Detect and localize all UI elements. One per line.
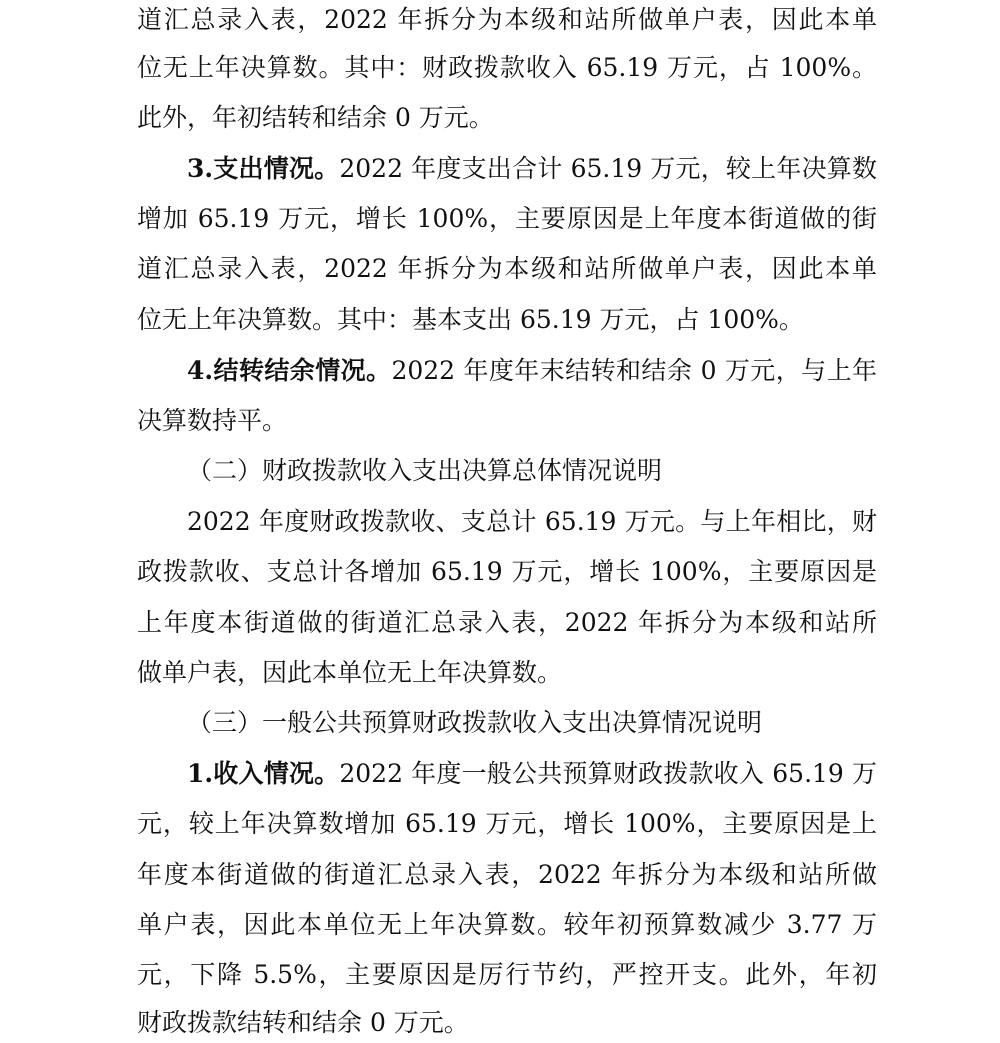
text-line: 道汇总录入表，2022 年拆分为本级和站所做单户表，因此本单 xyxy=(137,254,877,283)
text-line: 此外，年初结转和结余 0 万元。 xyxy=(137,103,494,132)
text-line: 决算数持平。 xyxy=(137,406,288,435)
heading-carryover: 4.结转结余情况。 xyxy=(187,356,392,385)
section-heading-3: （三）一般公共预算财政拨款收入支出决算情况说明 xyxy=(187,708,763,737)
text-span: 2022 年度支出合计 65.19 万元，较上年决算数 xyxy=(339,154,877,183)
text-line: 道汇总录入表，2022 年拆分为本级和站所做单户表，因此本单 xyxy=(137,5,877,34)
text-line: 做单户表，因此本单位无上年决算数。 xyxy=(137,658,563,687)
text-line: 年度本街道做的街道汇总录入表，2022 年拆分为本级和站所做 xyxy=(137,860,877,889)
text-line: 单户表，因此本单位无上年决算数。较年初预算数减少 3.77 万 xyxy=(137,910,877,939)
text-line: 位无上年决算数。其中：基本支出 65.19 万元，占 100%。 xyxy=(137,305,804,334)
paragraph-expenditure-first-line xyxy=(187,149,877,189)
text-span: 2022 年度年末结转和结余 0 万元，与上年 xyxy=(391,356,877,385)
paragraph-income-first-line xyxy=(187,754,877,794)
text-line: 元，下降 5.5%，主要原因是厉行节约，严控开支。此外，年初 xyxy=(137,960,877,989)
text-line: 2022 年度财政拨款收、支总计 65.19 万元。与上年相比，财 xyxy=(187,507,877,536)
text-line: 增加 65.19 万元，增长 100%，主要原因是上年度本街道做的街 xyxy=(137,204,877,233)
text-line: 上年度本街道做的街道汇总录入表，2022 年拆分为本级和站所 xyxy=(137,608,877,637)
text-line: 元，较上年决算数增加 65.19 万元，增长 100%，主要原因是上 xyxy=(137,809,877,838)
text-line: 位无上年决算数。其中：财政拨款收入 65.19 万元，占 100%。 xyxy=(137,53,877,82)
heading-expenditure: 3.支出情况。 xyxy=(187,154,340,183)
text-line: 政拨款收、支总计各增加 65.19 万元，增长 100%，主要原因是 xyxy=(137,557,877,586)
heading-income: 1.收入情况。 xyxy=(187,759,340,788)
text-line: 财政拨款结转和结余 0 万元。 xyxy=(137,1008,469,1037)
section-heading-2: （二）财政拨款收入支出决算总体情况说明 xyxy=(187,456,663,485)
text-span: 2022 年度一般公共预算财政拨款收入 65.19 万 xyxy=(339,759,877,788)
paragraph-carryover-first-line xyxy=(187,351,877,391)
